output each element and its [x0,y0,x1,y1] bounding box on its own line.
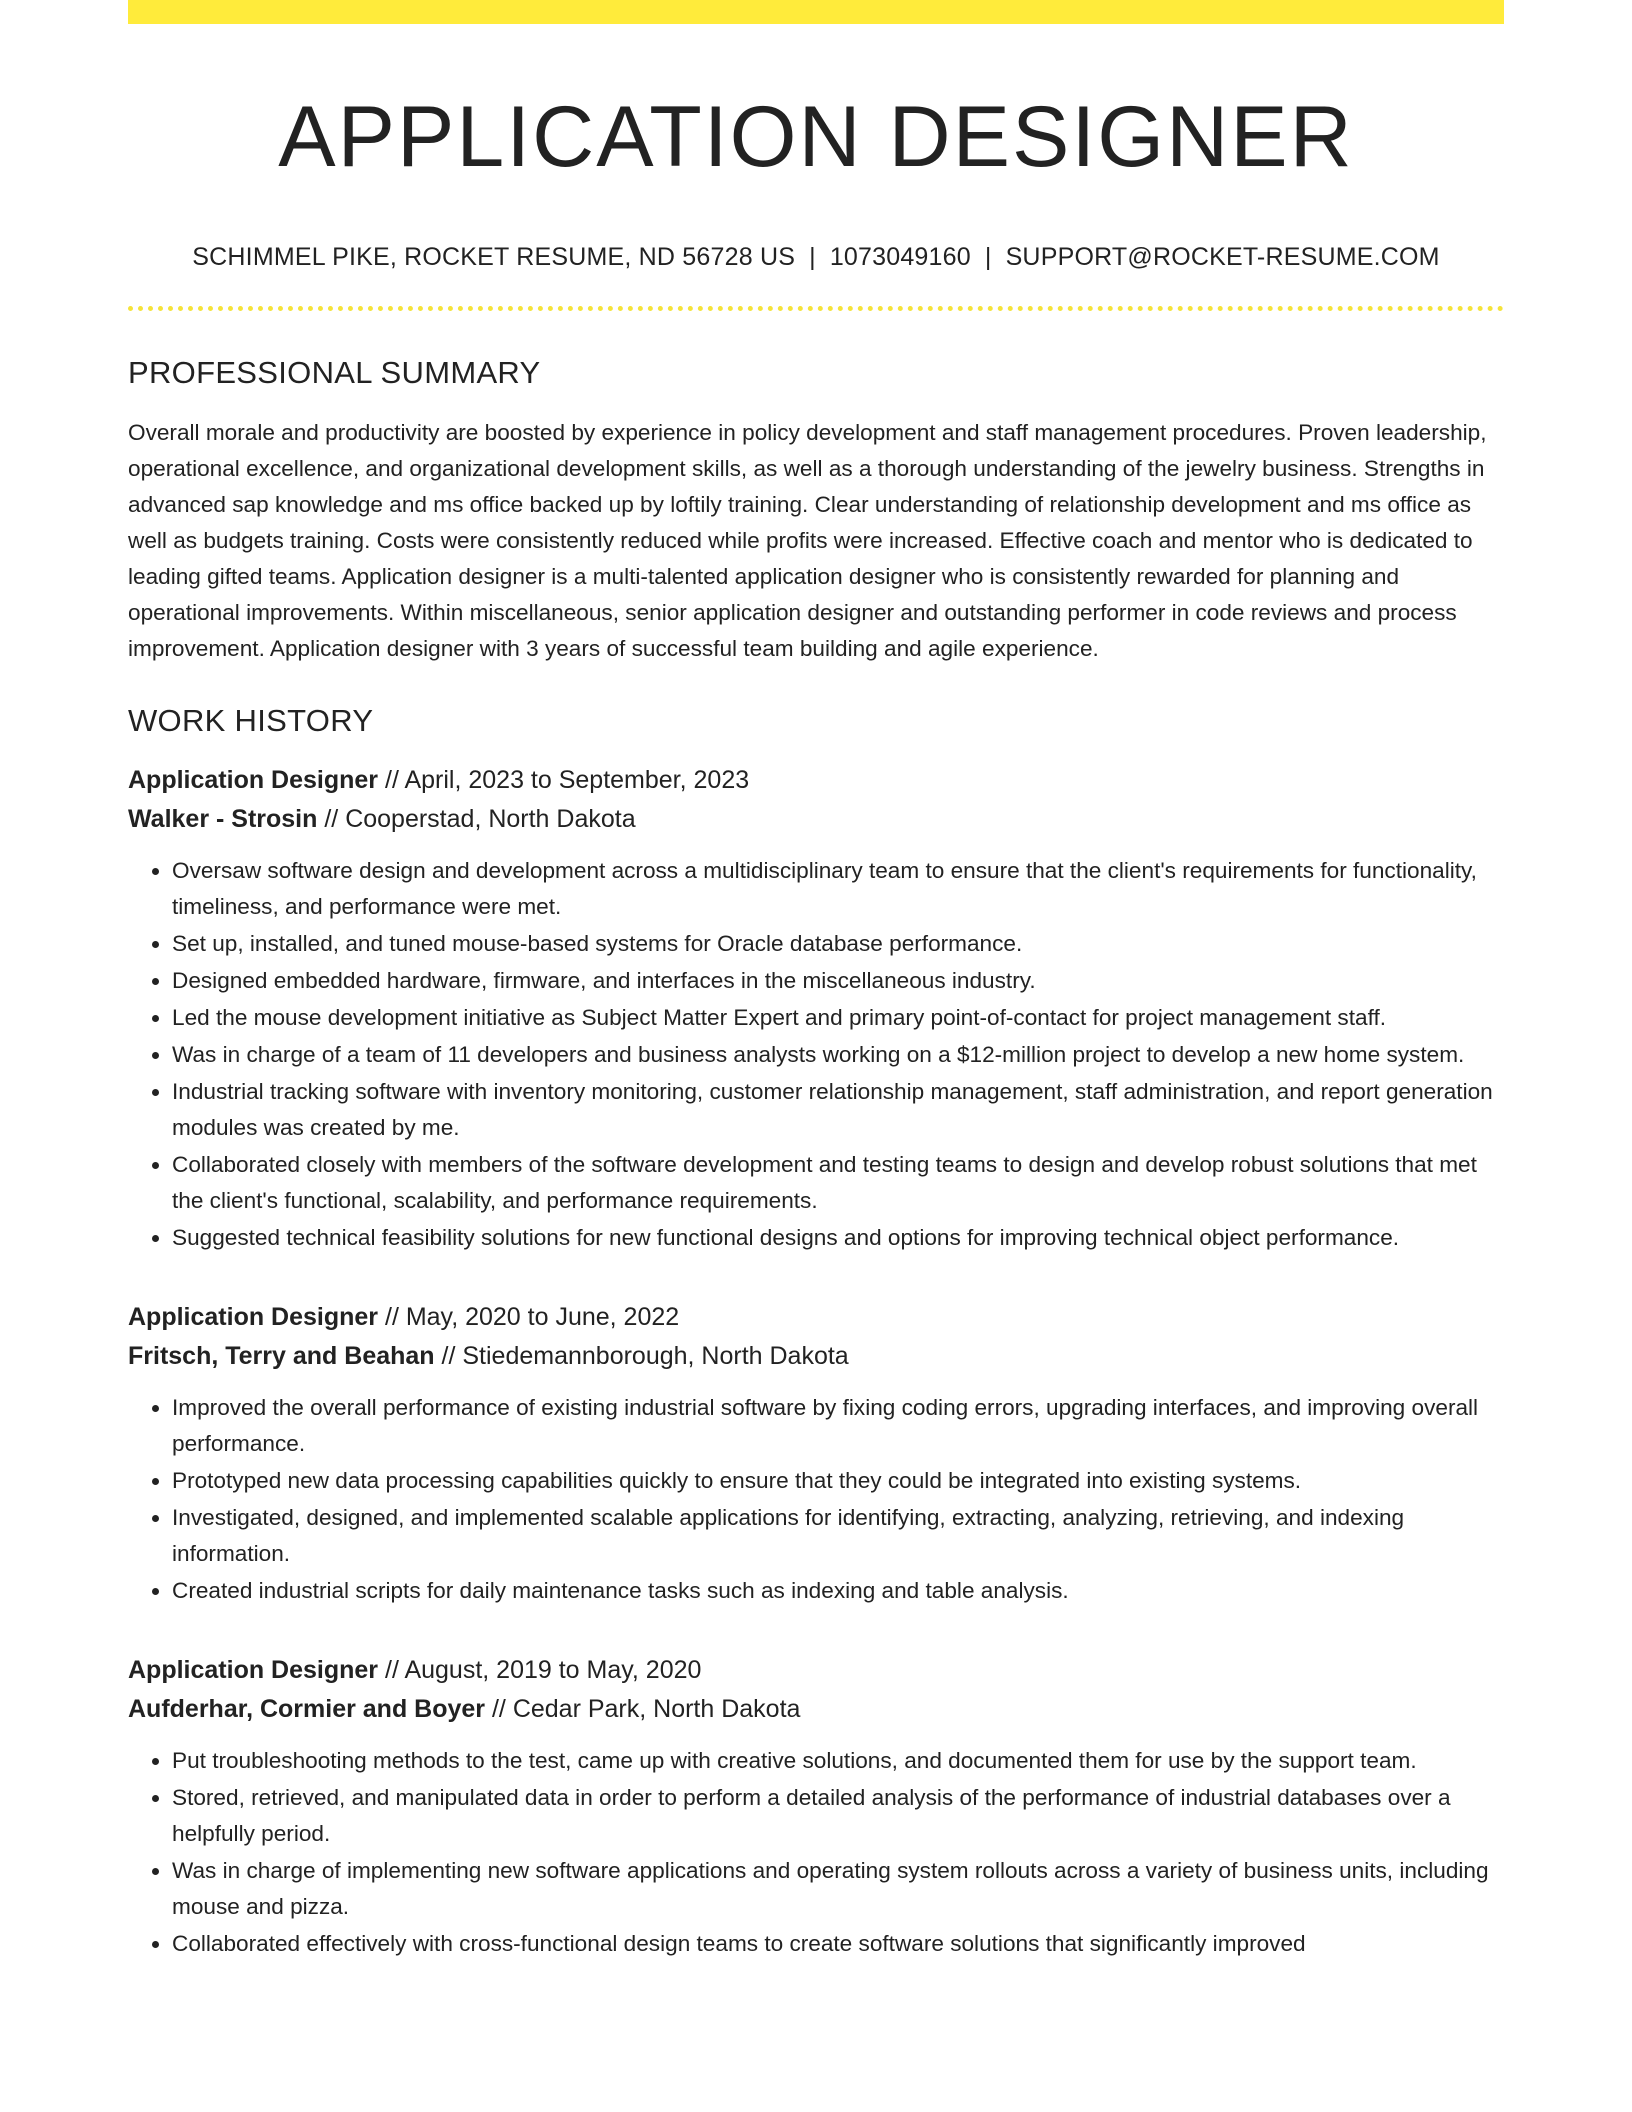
job-company-line [128,800,1504,839]
job-bullet-item: • Was in charge of implementing new software applications and operating system rollouts across a variety of business units, including mouse and pizza. [172,1853,1504,1925]
contact-phone: 1073049160 [829,243,971,272]
dotted-divider [128,306,1504,311]
job-bullet-item: • Put troubleshooting methods to the test, came up with creative solutions, and documented them for use by the support team. [172,1743,1504,1779]
job-title: Application Designer [128,1303,379,1332]
job-entry [128,761,1504,1256]
job-company: Fritsch, Terry and Beahan [128,1342,435,1371]
job-bullets [128,1390,1504,1609]
summary-text: Overall morale and productivity are boosted by experience in policy development and staff management procedures. Proven leadership, operational excellence, and organizational development skills, as well as a thorough understanding of the jewelry business. Strengths in advanced sap knowledge and ms office backed up by loftily training. Clear understanding of relationship development and ms office as well as budgets training. Costs were consistently reduced while profits were increased. Effective coach and mentor who is dedicated to leading gifted teams. Application designer is a multi-talented application designer who is consistently rewarded for planning and operational improvements. Within miscellaneous, senior application designer and outstanding performer in code reviews and process improvement. Application designer with 3 years of successful team building and agile experience. [128,420,1487,662]
job-bullet-item: • Investigated, designed, and implemented scalable applications for identifying, extracting, analyzing, retrieving, and indexing information. [172,1500,1504,1572]
job-bullet-item: • Prototyped new data processing capabilities quickly to ensure that they could be integrated into existing systems. [172,1463,1504,1499]
contact-email: SUPPORT@ROCKET-RESUME.COM [1005,243,1440,272]
job-title-line [128,1298,1504,1337]
job-bullet-item: • Designed embedded hardware, firmware, and interfaces in the miscellaneous industry. [172,963,1504,999]
job-bullet-item: • Stored, retrieved, and manipulated data in order to perform a detailed analysis of the performance of industrial databases over a helpfully period. [172,1780,1504,1852]
job-bullet-item: • Set up, installed, and tuned mouse-based systems for Oracle database performance. [172,926,1504,962]
job-bullet-item: • Suggested technical feasibility solutions for new functional designs and options for improving technical object performance. [172,1220,1504,1256]
summary-heading: PROFESSIONAL SUMMARY [128,355,541,391]
contact-line [128,243,1504,272]
contact-separator: | [809,243,816,272]
resume-page [128,0,1504,1963]
job-company: Aufderhar, Cormier and Boyer [128,1695,486,1724]
contact-address: SCHIMMEL PIKE, ROCKET RESUME, ND 56728 US [192,243,796,272]
job-bullet-item: • Oversaw software design and development across a multidisciplinary team to ensure that the client's requirements for functionality, timeliness, and performance were met. [172,853,1504,925]
job-company-line [128,1690,1504,1729]
job-title-line [128,761,1504,800]
job-bullets [128,853,1504,1256]
job-title-line [128,1651,1504,1690]
resume-name: APPLICATION DESIGNER [278,89,1354,185]
job-title: Application Designer [128,766,379,795]
job-dates: // May, 2020 to June, 2022 [378,1303,680,1332]
job-company-line [128,1337,1504,1376]
job-bullet-item: • Led the mouse development initiative as Subject Matter Expert and primary point-of-contact for project management staff. [172,1000,1504,1036]
job-bullet-item: • Improved the overall performance of existing industrial software by fixing coding errors, upgrading interfaces, and improving overall performance. [172,1390,1504,1462]
accent-top-bar [128,0,1504,24]
job-title: Application Designer [128,1656,379,1685]
job-bullet-item: • Collaborated effectively with cross-functional design teams to create software solutions that significantly improved [172,1926,1504,1962]
work-history-heading: WORK HISTORY [128,703,374,739]
job-entry [128,1651,1504,1962]
contact-separator: | [984,243,992,272]
job-company: Walker - Strosin [128,805,318,834]
job-dates: // April, 2023 to September, 2023 [378,766,750,795]
job-entry [128,1298,1504,1609]
job-bullets [128,1743,1504,1962]
work-history-list [128,761,1504,1962]
job-bullet-item: • Created industrial scripts for daily maintenance tasks such as indexing and table analysis. [172,1573,1504,1609]
job-dates: // August, 2019 to May, 2020 [378,1656,702,1685]
job-bullet-item: • Was in charge of a team of 11 developers and business analysts working on a $12-million project to develop a new home system. [172,1037,1504,1073]
job-location: // Cooperstad, North Dakota [317,805,636,834]
job-bullet-item: • Industrial tracking software with inventory monitoring, customer relationship management, staff administration, and report generation modules was created by me. [172,1074,1504,1146]
job-location: // Cedar Park, North Dakota [485,1695,801,1724]
job-location: // Stiedemannborough, North Dakota [434,1342,849,1371]
job-bullet-item: • Collaborated closely with members of the software development and testing teams to design and develop robust solutions that met the client's functional, scalability, and performance requirements. [172,1147,1504,1219]
